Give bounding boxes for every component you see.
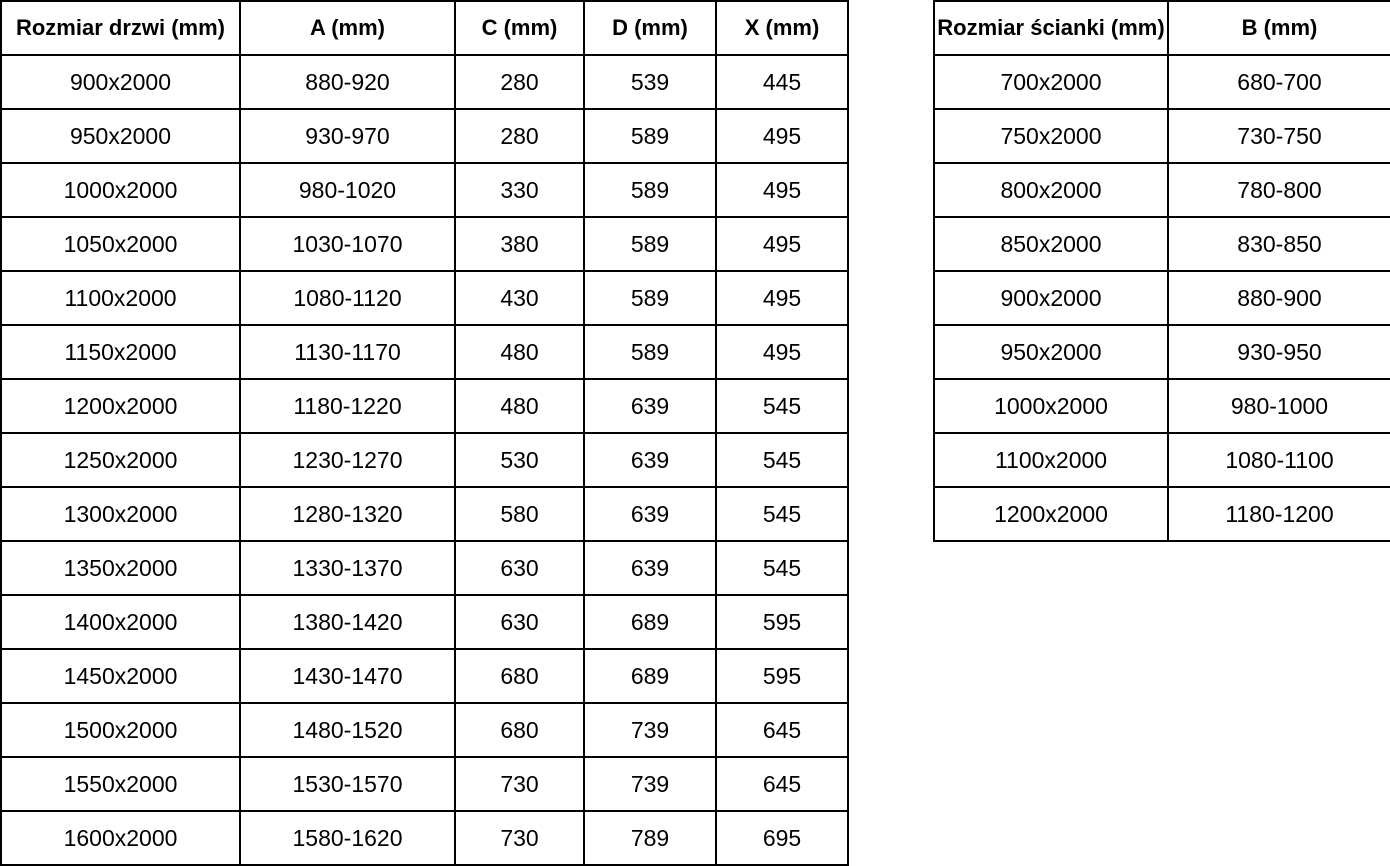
table-cell: 595 — [716, 595, 848, 649]
table-cell: 880-900 — [1168, 271, 1390, 325]
table-row — [1, 649, 848, 703]
table-cell: 1250x2000 — [1, 433, 240, 487]
table-cell: 700x2000 — [934, 55, 1168, 109]
wall-panel-sizes-table — [933, 0, 1390, 542]
table-cell: 1300x2000 — [1, 487, 240, 541]
table-row — [934, 325, 1390, 379]
table-cell: 589 — [584, 217, 716, 271]
table-cell: 1200x2000 — [934, 487, 1168, 541]
table-cell: 1350x2000 — [1, 541, 240, 595]
table-row — [1, 271, 848, 325]
table-cell: 639 — [584, 379, 716, 433]
header-row — [934, 1, 1390, 55]
table-row — [934, 433, 1390, 487]
table-cell: 800x2000 — [934, 163, 1168, 217]
table-cell: 930-970 — [240, 109, 455, 163]
table-cell: 695 — [716, 811, 848, 865]
table-row — [934, 109, 1390, 163]
table-cell: 830-850 — [1168, 217, 1390, 271]
table-cell: 1180-1220 — [240, 379, 455, 433]
table-cell: 630 — [455, 541, 584, 595]
table-cell: 680-700 — [1168, 55, 1390, 109]
col-header-d-mm: D (mm) — [584, 1, 716, 55]
table-cell: 1550x2000 — [1, 757, 240, 811]
table-cell: 280 — [455, 55, 584, 109]
table-cell: 1130-1170 — [240, 325, 455, 379]
table-cell: 1200x2000 — [1, 379, 240, 433]
table-row — [1, 541, 848, 595]
table-cell: 730-750 — [1168, 109, 1390, 163]
table-row — [1, 757, 848, 811]
table-cell: 850x2000 — [934, 217, 1168, 271]
table-row — [934, 487, 1390, 541]
table-cell: 980-1000 — [1168, 379, 1390, 433]
table-cell: 530 — [455, 433, 584, 487]
table-cell: 680 — [455, 703, 584, 757]
table-cell: 495 — [716, 163, 848, 217]
table-cell: 1280-1320 — [240, 487, 455, 541]
table-cell: 950x2000 — [934, 325, 1168, 379]
table-row — [934, 163, 1390, 217]
table-row — [1, 163, 848, 217]
table-cell: 739 — [584, 757, 716, 811]
table-cell: 639 — [584, 487, 716, 541]
table-cell: 680 — [455, 649, 584, 703]
table-cell: 780-800 — [1168, 163, 1390, 217]
table-cell: 589 — [584, 271, 716, 325]
table-cell: 1100x2000 — [1, 271, 240, 325]
table-row — [1, 55, 848, 109]
table-cell: 1380-1420 — [240, 595, 455, 649]
table-cell: 589 — [584, 325, 716, 379]
table-cell: 1030-1070 — [240, 217, 455, 271]
table-cell: 639 — [584, 433, 716, 487]
table-row — [934, 271, 1390, 325]
table-row — [1, 703, 848, 757]
table-cell: 545 — [716, 433, 848, 487]
table-cell: 730 — [455, 757, 584, 811]
table-cell: 545 — [716, 379, 848, 433]
table-row — [934, 55, 1390, 109]
table-cell: 789 — [584, 811, 716, 865]
table-cell: 445 — [716, 55, 848, 109]
table-row — [1, 595, 848, 649]
table-row — [1, 325, 848, 379]
table-cell: 595 — [716, 649, 848, 703]
table-cell: 1330-1370 — [240, 541, 455, 595]
table-cell: 1530-1570 — [240, 757, 455, 811]
table-cell: 280 — [455, 109, 584, 163]
table-cell: 539 — [584, 55, 716, 109]
table-cell: 1080-1120 — [240, 271, 455, 325]
table-cell: 630 — [455, 595, 584, 649]
table-cell: 900x2000 — [934, 271, 1168, 325]
table-cell: 730 — [455, 811, 584, 865]
table-cell: 900x2000 — [1, 55, 240, 109]
table-cell: 980-1020 — [240, 163, 455, 217]
table-cell: 1580-1620 — [240, 811, 455, 865]
table-cell: 480 — [455, 325, 584, 379]
table-cell: 1000x2000 — [934, 379, 1168, 433]
table-cell: 1400x2000 — [1, 595, 240, 649]
table-cell: 1450x2000 — [1, 649, 240, 703]
table-cell: 1480-1520 — [240, 703, 455, 757]
table-row — [1, 811, 848, 865]
table-row — [1, 487, 848, 541]
table-cell: 589 — [584, 163, 716, 217]
table-cell: 645 — [716, 703, 848, 757]
table-cell: 330 — [455, 163, 584, 217]
table-cell: 495 — [716, 271, 848, 325]
table-cell: 545 — [716, 487, 848, 541]
table-cell: 645 — [716, 757, 848, 811]
table-cell: 580 — [455, 487, 584, 541]
table-cell: 589 — [584, 109, 716, 163]
col-header-rozmiar-drzwi: Rozmiar drzwi (mm) — [1, 1, 240, 55]
table-cell: 639 — [584, 541, 716, 595]
table-cell: 495 — [716, 217, 848, 271]
table-cell: 1600x2000 — [1, 811, 240, 865]
table-cell: 739 — [584, 703, 716, 757]
col-header-a-mm: A (mm) — [240, 1, 455, 55]
table-cell: 1500x2000 — [1, 703, 240, 757]
table-cell: 495 — [716, 325, 848, 379]
table-cell: 689 — [584, 595, 716, 649]
table-cell: 1150x2000 — [1, 325, 240, 379]
col-header-x-mm: X (mm) — [716, 1, 848, 55]
header-row — [1, 1, 848, 55]
table-row — [1, 109, 848, 163]
table-cell: 430 — [455, 271, 584, 325]
table-row — [1, 379, 848, 433]
table-cell: 380 — [455, 217, 584, 271]
table-cell: 950x2000 — [1, 109, 240, 163]
table-cell: 1100x2000 — [934, 433, 1168, 487]
table-cell: 930-950 — [1168, 325, 1390, 379]
table-row — [934, 217, 1390, 271]
table-row — [934, 379, 1390, 433]
table-cell: 750x2000 — [934, 109, 1168, 163]
col-header-rozmiar-scianki: Rozmiar ścianki (mm) — [934, 1, 1168, 55]
col-header-b-mm: B (mm) — [1168, 1, 1390, 55]
table-cell: 689 — [584, 649, 716, 703]
table-cell: 1050x2000 — [1, 217, 240, 271]
table-row — [1, 217, 848, 271]
table-cell: 1000x2000 — [1, 163, 240, 217]
table-cell: 480 — [455, 379, 584, 433]
table-cell: 1080-1100 — [1168, 433, 1390, 487]
table-cell: 1180-1200 — [1168, 487, 1390, 541]
col-header-c-mm: C (mm) — [455, 1, 584, 55]
table-cell: 495 — [716, 109, 848, 163]
table-cell: 1230-1270 — [240, 433, 455, 487]
table-row — [1, 433, 848, 487]
table-cell: 545 — [716, 541, 848, 595]
table-cell: 880-920 — [240, 55, 455, 109]
table-cell: 1430-1470 — [240, 649, 455, 703]
